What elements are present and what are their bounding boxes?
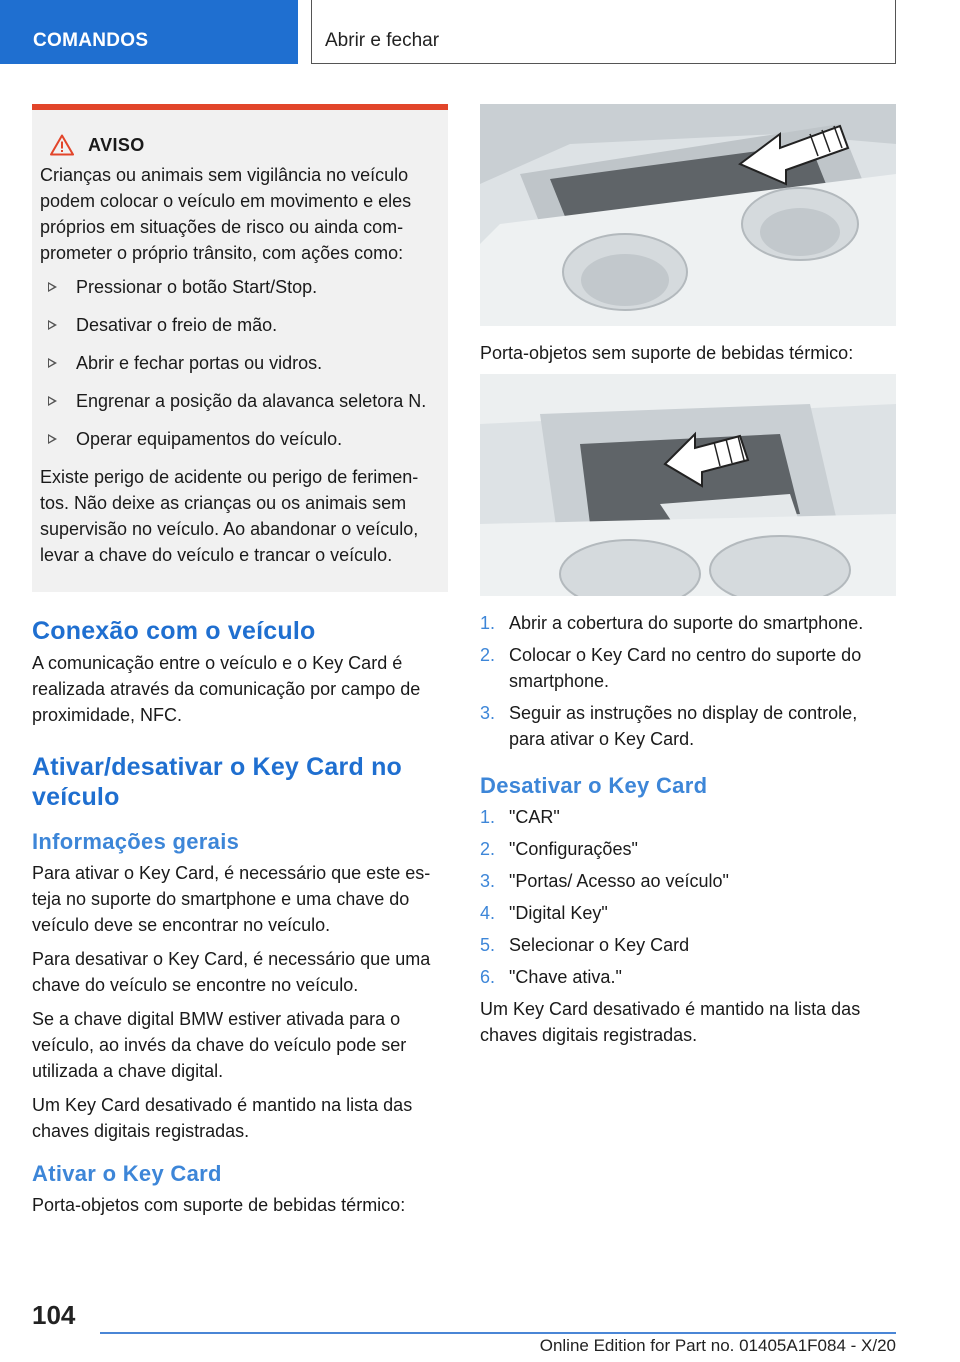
deactivate-step [480,868,896,894]
footer-divider [100,1332,896,1334]
warning-triangle-icon [50,134,74,156]
heading-ativar-desativar: Ativar/desativar o Key Card no veículo [32,753,403,811]
console-illustration-1 [480,104,896,326]
step-text: "Digital Key" [509,903,608,923]
info-paragraph: Para desativar o Key Card, é necessário que uma chave do veículo se encontre no veículo. [32,949,431,995]
activate-step [480,642,896,694]
subheading-ativar-key-card: Ativar o Key Card [32,1161,222,1186]
deactivate-step [480,836,896,862]
warning-bullet-text: Pressionar o botão Start/Stop. [76,277,318,297]
bullet-triangle-icon [48,320,57,330]
right-column [480,104,896,1056]
header-section-tab [0,0,298,64]
warning-intro: Crianças ou animais sem vigilância no veículo podem colocar o veículo em movimento e eles próprios em situações de risco ou ainda com-prometer o próprio trânsito, com ações como: [40,165,412,263]
caption-with-cupholder: Porta-objetos com suporte de bebidas térmico: [32,1195,406,1215]
caption-without-cupholder: Porta-objetos sem suporte de bebidas térmico: [480,343,854,363]
footer-edition: Online Edition for Part no. 01405A1F084 - X/20 [539,1336,896,1355]
deactivate-step [480,932,896,958]
warning-bullet-list [40,274,440,452]
warning-bullet-text: Desativar o freio de mão. [76,315,278,335]
step-text: "Chave ativa." [509,967,622,987]
step-number: 1. [480,613,496,633]
step-number: 6. [480,967,496,987]
deactivate-step [480,804,896,830]
deactivate-step [480,964,896,990]
subheading-desativar-key-card: Desativar o Key Card [480,773,708,798]
step-text: "CAR" [509,807,560,827]
activate-step [480,610,896,636]
info-paragraph: Se a chave digital BMW estiver ativada para o veículo, ao invés da chave do veículo pode ser utilizada a chave digital. [32,1009,407,1081]
warning-bullet-text: Engrenar a posição da alavanca seletora N. [76,391,427,411]
page-number: 104 [32,1300,76,1330]
step-number: 5. [480,935,496,955]
warning-bullet-text: Abrir e fechar portas ou vidros. [76,353,323,373]
warning-bullet [40,274,440,300]
warning-bullet [40,426,440,452]
deactivate-step [480,900,896,926]
header-section-label: COMANDOS [33,30,149,51]
warning-outro: Existe perigo de acidente ou perigo de ferimen-tos. Não deixe as crianças ou os animais sem supervisão no veículo. Ao abandonar o veículo, levar a chave do veículo e trancar o veículo. [40,467,419,565]
bullet-triangle-icon [48,358,57,368]
deactivate-steps [480,804,896,990]
warning-bullet [40,312,440,338]
header-chapter-label: Abrir e fechar [325,30,440,51]
illustration-without-thermal-cupholder [480,374,896,596]
info-paragraph: Para ativar o Key Card, é necessário que este es-teja no suporte do smartphone e uma chave do veículo deve se encontrar no veículo. [32,863,431,935]
step-number: 3. [480,871,496,891]
step-text: Abrir a cobertura do suporte do smartphone. [509,613,864,633]
conexao-text: A comunicação entre o veículo e o Key Card é realizada através da comunicação por campo de proximidade, NFC. [32,653,421,725]
warning-box [32,104,448,592]
step-number: 3. [480,703,496,723]
step-number: 2. [480,645,496,665]
console-illustration-2 [480,374,896,596]
step-number: 1. [480,807,496,827]
left-column [32,104,448,1226]
header-chapter-box [311,0,896,64]
step-text: Colocar o Key Card no centro do suporte do smartphone. [509,645,862,691]
bullet-triangle-icon [48,434,57,444]
deactivate-note: Um Key Card desativado é mantido na lista das chaves digitais registradas. [480,999,861,1045]
warning-header [40,134,440,156]
step-text: Selecionar o Key Card [509,935,690,955]
activate-steps [480,610,896,752]
info-paragraph: Um Key Card desativado é mantido na lista das chaves digitais registradas. [32,1095,413,1141]
step-number: 2. [480,839,496,859]
subheading-informacoes-gerais: Informações gerais [32,829,240,854]
activate-step [480,700,896,752]
warning-bullet-text: Operar equipamentos do veículo. [76,429,343,449]
warning-title: AVISO [88,134,145,155]
warning-bullet [40,350,440,376]
bullet-triangle-icon [48,282,57,292]
warning-bullet [40,388,440,414]
step-text: "Portas/ Acesso ao veículo" [509,871,729,891]
illustration-with-thermal-cupholder [480,104,896,326]
step-text: Seguir as instruções no display de controle, para ativar o Key Card. [509,703,858,749]
heading-conexao: Conexão com o veículo [32,617,316,645]
bullet-triangle-icon [48,396,57,406]
step-text: "Configurações" [509,839,638,859]
step-number: 4. [480,903,496,923]
